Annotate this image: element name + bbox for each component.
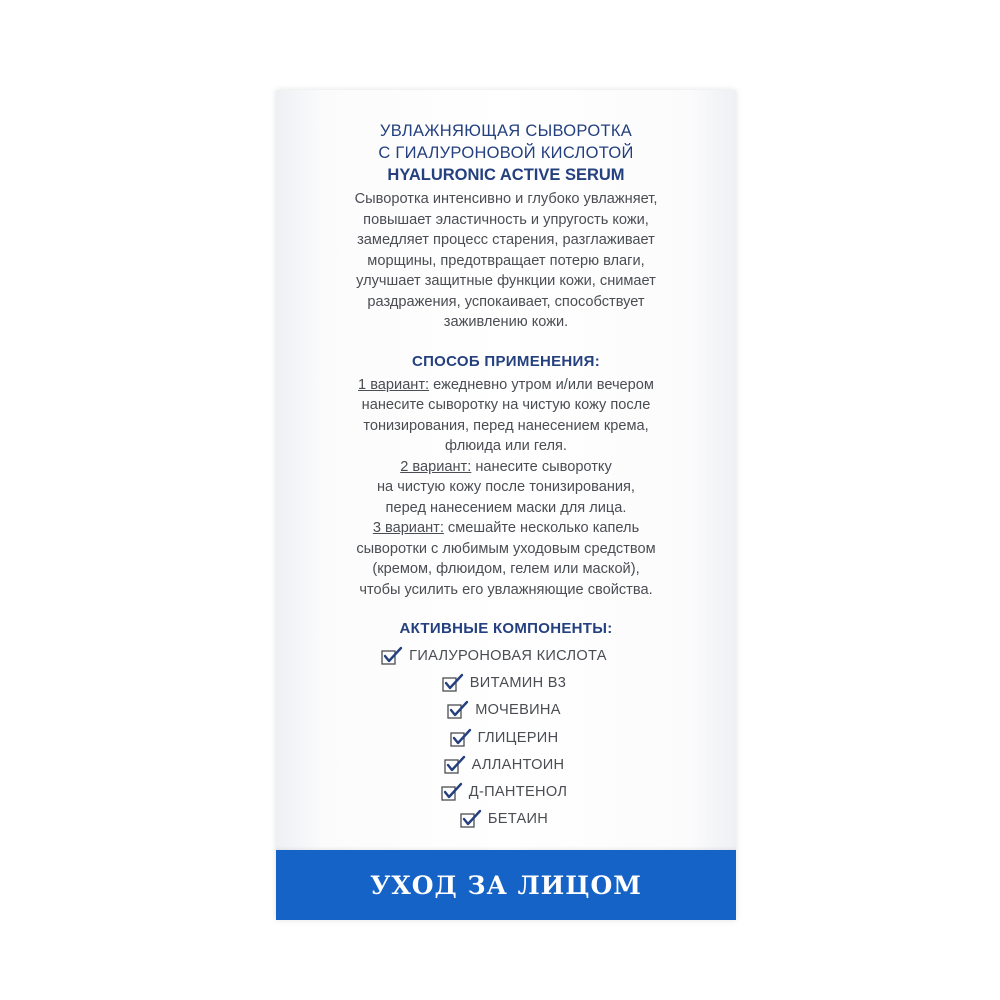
component-label: БЕТАИН — [487, 811, 549, 828]
component-label: ВИТАМИН В3 — [469, 674, 567, 691]
component-item — [264, 642, 724, 669]
description-line: морщины, предотвращает потерю влаги, — [367, 252, 645, 269]
component-label: АЛЛАНТОИН — [471, 756, 565, 773]
usage-line: флюида или геля. — [445, 438, 567, 454]
usage-line: перед нанесением маски для лица. — [385, 499, 627, 516]
component-label: МОЧЕВИНА — [475, 702, 561, 719]
usage-v1-label: 1 вариант: — [358, 376, 430, 393]
usage-v1-text: ежедневно утром и/или вечером — [429, 376, 654, 393]
usage-v1-line — [276, 375, 736, 396]
checkbox-checked-icon — [447, 700, 469, 720]
usage-v2-label: 2 вариант: — [400, 458, 472, 475]
usage-v3-text: смешайте несколько капель — [443, 520, 640, 536]
component-item — [274, 669, 734, 696]
description-line: повышает эластичность и упругость кожи, — [363, 211, 649, 228]
checkbox-checked-icon — [450, 728, 472, 748]
checkbox-checked-icon — [381, 646, 403, 666]
checkbox-checked-icon — [442, 673, 464, 693]
component-label: ГЛИЦЕРИН — [477, 729, 559, 746]
product-title-line1: УВЛАЖНЯЮЩАЯ СЫВОРОТКА — [379, 122, 633, 140]
checkbox-checked-icon — [460, 809, 482, 829]
components-list — [276, 642, 736, 833]
usage-v2-text: нанесите сыворотку — [471, 458, 612, 475]
usage-line: на чистую кожу после тонизирования, — [376, 479, 635, 495]
footer-banner — [276, 850, 736, 920]
component-item — [274, 697, 734, 724]
usage-line: (кремом, флюидом, гелем или маской), — [372, 561, 640, 577]
product-subtitle: HYALURONIC ACTIVE SERUM — [387, 166, 625, 184]
description-line: раздражения, успокаивает, способствует — [367, 293, 645, 310]
footer-label: УХОД ЗА ЛИЦОМ — [370, 870, 642, 900]
product-box — [276, 90, 736, 920]
box-content — [276, 120, 736, 833]
usage-line: чтобы усилить его увлажняющие свойства. — [359, 581, 653, 598]
checkbox-checked-icon — [444, 755, 466, 775]
component-label: ГИАЛУРОНОВАЯ КИСЛОТА — [409, 647, 607, 664]
usage-line: нанесите сыворотку на чистую кожу после — [361, 397, 651, 413]
usage-line: сыворотки с любимым уходовым средством — [356, 540, 656, 557]
usage-heading: СПОСОБ ПРИМЕНЕНИЯ: — [411, 352, 601, 370]
usage-v3-label: 3 вариант: — [372, 520, 444, 536]
product-title-line2: С ГИАЛУРОНОВОЙ КИСЛОТОЙ — [378, 144, 634, 162]
description-line: заживлению кожи. — [443, 314, 569, 330]
component-item — [274, 806, 734, 833]
description-line: Сыворотка интенсивно и глубоко увлажняет, — [354, 191, 658, 207]
component-item — [274, 724, 734, 751]
usage-instructions — [276, 375, 736, 601]
usage-v2-line — [276, 457, 736, 478]
description-line: улучшает защитные функции кожи, снимает — [356, 273, 656, 289]
component-item — [274, 778, 734, 805]
description-line: замедляет процесс старения, разглаживает — [357, 232, 655, 248]
component-label: Д-ПАНТЕНОЛ — [468, 784, 568, 801]
components-heading: АКТИВНЫЕ КОМПОНЕНТЫ: — [399, 620, 613, 637]
checkbox-checked-icon — [441, 782, 463, 802]
component-item — [274, 751, 734, 778]
usage-line: тонизирования, перед нанесением крема, — [363, 417, 649, 434]
usage-v3-line — [276, 518, 736, 539]
product-description — [276, 189, 736, 333]
